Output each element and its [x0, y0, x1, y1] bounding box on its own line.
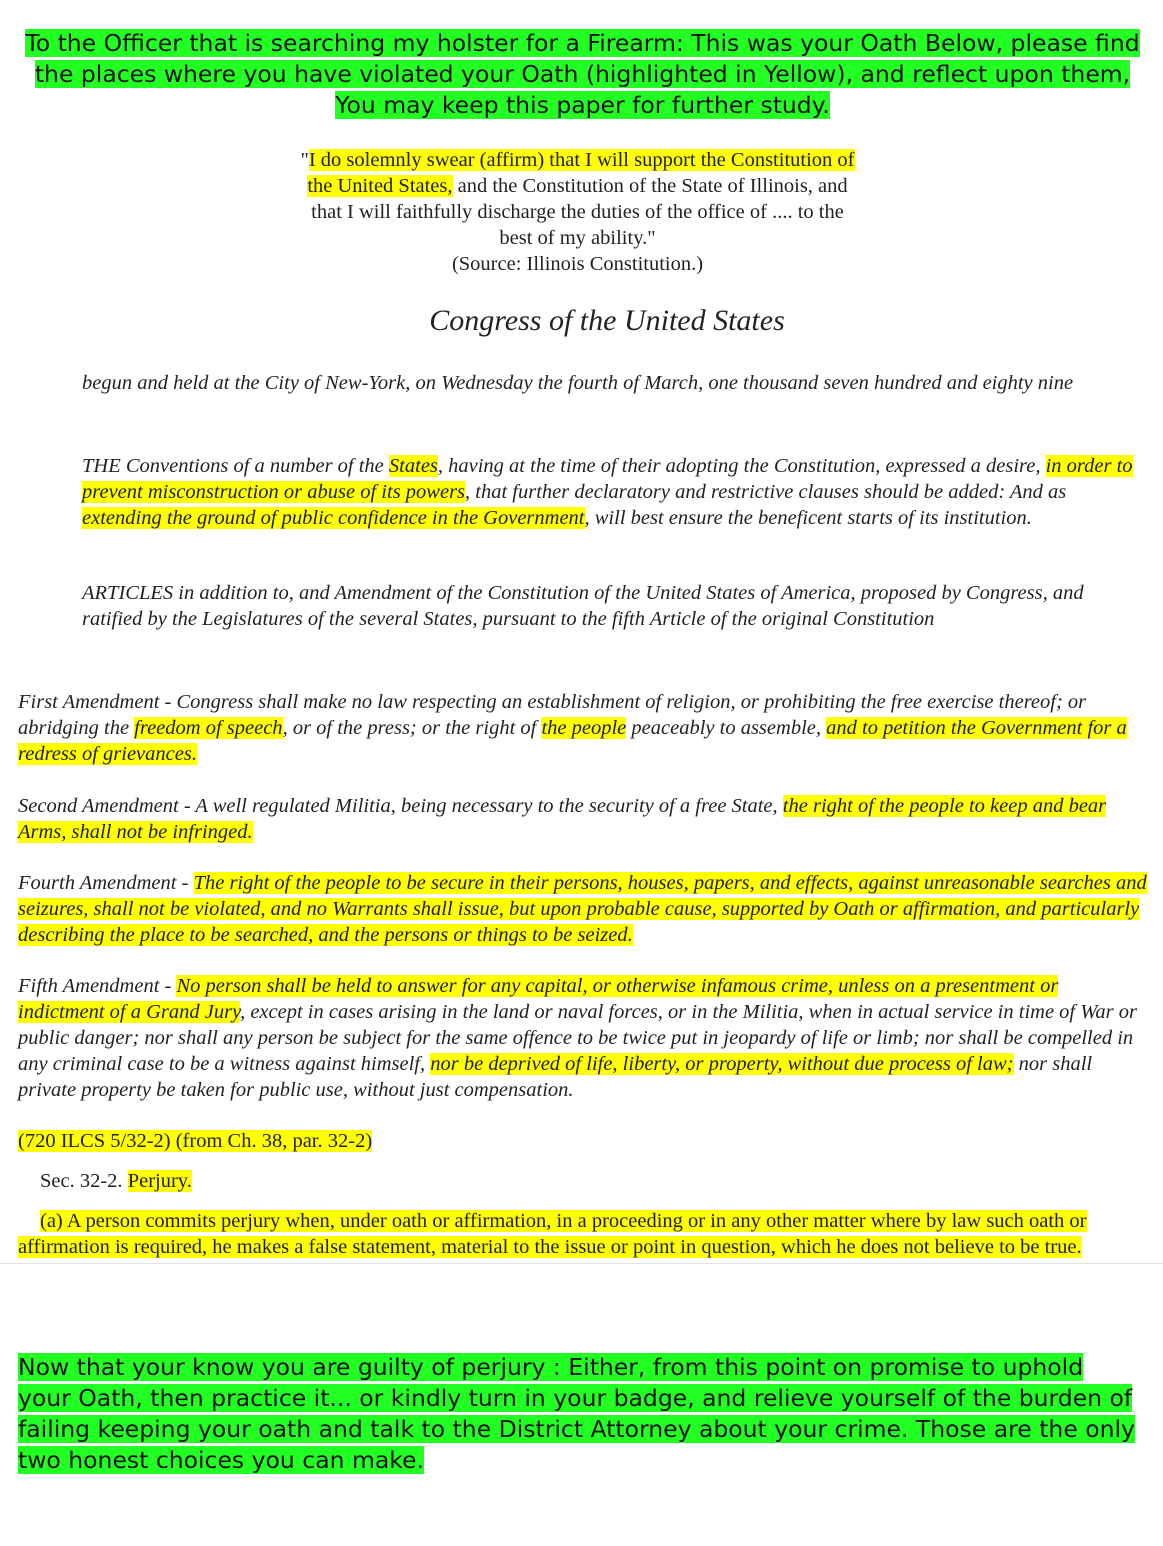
officer-notice — [20, 28, 1145, 121]
preamble-articles: ARTICLES in addition to, and Amendment of the Constitution of the United States of America, proposed by Congress, and ratified by the Legislatures of the several States, pursuant to the fifth Article of the original Constitution — [82, 582, 1084, 630]
oath-source: (Source: Illinois Constitution.) — [451, 253, 704, 275]
first-amendment — [18, 689, 1148, 767]
highlight-run: (a) A person commits perjury when, under oath or affirmation, in a proceeding or in any other matter where by law such oath or affirmation is required, he makes a false statement, material to the issue or point in question, which he does not believe to be true. — [18, 1210, 1087, 1258]
statute-section — [40, 1168, 192, 1194]
highlight-run: The right of the people to be secure in their persons, houses, papers, and effects, against unreasonable searches and seizures, shall not be violated, and no Warrants shall issue, but upon probable cause, supported by Oath or affirmation, and particularly describing the place to be searched, and the persons or things to be seized. — [18, 872, 1147, 946]
text-run: peaceably to assemble, — [626, 717, 827, 739]
congress-title: Congress of the United States — [429, 304, 785, 337]
second-amendment — [18, 793, 1148, 845]
text-run: THE Conventions of a number of the — [82, 455, 389, 477]
highlight-run: freedom of speech — [134, 717, 283, 739]
closing-notice — [18, 1352, 1143, 1476]
oath-rest: and the Constitution of the State of Illinois, and that I will faithfully discharge the duties of the office of .... to the best of my ability." — [311, 175, 848, 249]
text-run: , having at the time of their adopting the Constitution, expressed a desire, — [437, 455, 1046, 477]
fifth-amendment — [18, 973, 1148, 1103]
text-run: , or of the press; or the right of — [282, 717, 542, 739]
highlight-run: in order to prevent misconstruction or abuse of its powers — [82, 455, 1133, 503]
text-run: Fifth Amendment - — [18, 975, 177, 997]
highlight-run: nor be deprived of life, liberty, or property, without due process of law; — [430, 1053, 1014, 1075]
perjury-definition — [18, 1208, 1138, 1260]
oath-quote — [300, 147, 855, 277]
text-run: , except in cases arising in the land or naval forces, or in the Militia, when in actual service in time of War or public danger; nor shall any person be subject for the same offence to be twice put in jeopardy of life or limb; nor shall be compelled in any criminal case to be a witness against himself, — [18, 1001, 1138, 1075]
green-highlight-notice: To the Officer that is searching my holster for a Firearm: This was your Oath Below, please find the places where you have violated your Oath (highlighted in Yellow), and reflect upon them, You may keep this paper for further study. — [25, 29, 1140, 119]
text-run: First Amendment - Congress shall make no law respecting an establishment of religion, or prohibiting the free exercise thereof; or abridging the — [18, 691, 1087, 739]
preamble-begun: begun and held at the City of New-York, on Wednesday the fourth of March, one thousand seven hundred and eighty nine — [82, 372, 1074, 394]
text-run: Fourth Amendment - — [18, 872, 194, 894]
section-label: Sec. 32-2. — [40, 1170, 128, 1192]
fourth-amendment — [18, 870, 1148, 948]
green-highlight-closing: Now that your know you are guilty of perjury : Either, from this point on promise to uphold your Oath, then practice it... or kindly turn in your badge, and relieve yourself of the burden of failing keeping your oath and talk to the District Attorney about your crime. Those are the only two honest choices you can make. — [18, 1353, 1135, 1474]
oath-highlight: I do solemnly swear (affirm) that I will support the Constitution of the United States, — [307, 149, 855, 197]
highlight-run: the right of the people to keep and bear Arms, shall not be infringed. — [18, 795, 1107, 843]
page-divider — [0, 1263, 1163, 1264]
highlight-run: No person shall be held to answer for any capital, or otherwise infamous crime, unless on a presentment or indictment of a Grand Jury — [18, 975, 1059, 1023]
highlight-run: and to petition the Government for a redress of grievances. — [18, 717, 1127, 765]
section-title: Perjury. — [127, 1170, 192, 1192]
highlight-run: States — [388, 455, 438, 477]
preamble-conventions — [82, 453, 1142, 531]
text-run: , will best ensure the beneficent starts of its institution. — [584, 507, 1032, 529]
highlight-run: extending the ground of public confidence in the Government — [82, 507, 585, 529]
highlight-run: the people — [541, 717, 627, 739]
text-run: , that further declaratory and restrictive clauses should be added: And as — [465, 481, 1067, 503]
statute-citation — [18, 1128, 372, 1154]
highlight-run: (720 ILCS 5/32-2) (from Ch. 38, par. 32-2) — [18, 1130, 373, 1152]
text-run: nor shall private property be taken for public use, without just compensation. — [18, 1053, 1093, 1101]
text-run: Second Amendment - A well regulated Militia, being necessary to the security of a free State, — [18, 795, 783, 817]
oath-quote-mark: " — [300, 149, 309, 171]
